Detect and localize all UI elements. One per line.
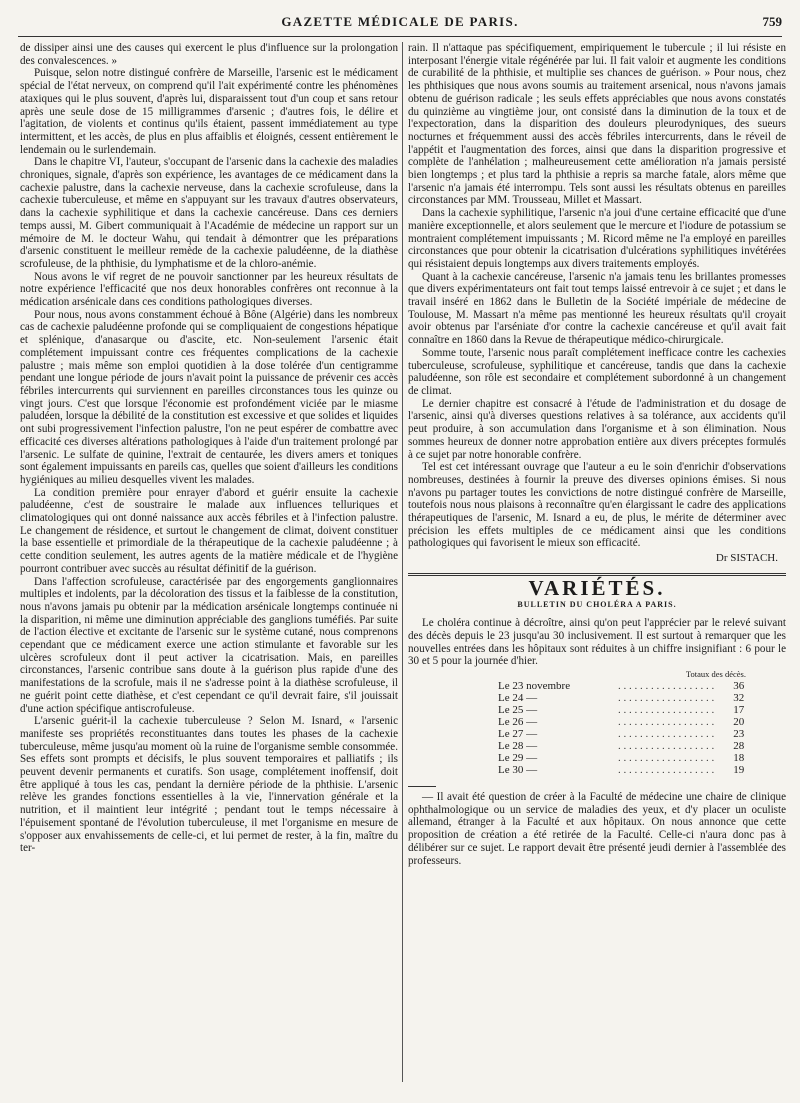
dot-leader: . . . . . . . . . . . . . . . . . . [618, 692, 715, 705]
left-paragraph: L'arsenic guérit-il la cachexie tuberculeuse ? Selon M. Isnard, « l'arsenic manifeste ses propriétés reconstituantes dans toutes les phases de la cachexie tuberculeuse, même jusqu'au moment où la ruine de l'organisme semble consommée. Ses effets sont prompts et décisifs, le plus souvent temporaires et palliatifs ; ils peuvent devenir permanents et curatifs. Son usage, complétement inoffensif, doit être appliqué à tous les cas, pendant la dernière période de la phthisie. L'arsenic relève les grandes fonctions essentielles à la vie, l'innervation générale et la nutrition, et il maintient leur intégrité ; pendant tout le temps nécessaire à l'épuisement spontané de l'évolution tuberculeuse, il met l'organisme en mesure de s'opposer aux envahissements de celle-ci, et lui permet de rester, à la fin, maître du ter- [20, 715, 398, 855]
totals-header: Totaux des décès. [685, 669, 746, 680]
deaths-row [498, 752, 744, 764]
left-paragraph: La condition première pour enrayer d'abord et guérir ensuite la cachexie paludéenne, c'est de soustraire le malade aux influences telluriques et climatologiques qui ont donné naissance aux accès fébriles et à l'infection palustre. Le changement de résidence, et surtout le changement de climat, doivent constituer la base essentielle et primordiale de la thérapeutique de la cachexie paludéenne ; à cette condition seulement, les autres agents de la matière médicale et de l'hygiène pourront contribuer avec succès au résultat définitif de la guérison. [20, 486, 398, 575]
dot-leader: . . . . . . . . . . . . . . . . . . [618, 764, 715, 777]
dot-leader: . . . . . . . . . . . . . . . . . . [618, 704, 715, 717]
dot-leader: . . . . . . . . . . . . . . . . . . [618, 740, 715, 753]
death-date: Le 24 — [498, 692, 538, 705]
death-count: 20 [733, 716, 745, 729]
death-date: Le 30 — [498, 764, 538, 777]
death-count: 23 [733, 728, 745, 741]
right-paragraph: rain. Il n'attaque pas spécifiquement, empiriquement le tubercule ; il lui résiste en interposant l'énergie vitale régénérée par lui. Il fait valoir et augmente les conditions de curabilité de la phthisie, et multiplie ses chances de guérison. » Pour nous, chez les phthisiques que nous avons soumis au traitement arsenical, nous n'avons jamais obtenu de guérison radicale ; les seuls effets appréciables que nous avons constatés du quinzième au vingtième jour, ont consisté dans la diminution de la toux et de l'expectoration, dans la disparition des douleurs pleurodyniques, des sueurs nocturnes et fréquemment aussi des accès fébriles intercurrents, dans le réveil de l'appétit et l'augmentation des forces, ainsi que dans la disparition progressive et complète de l'anhélation ; malheureusement cette amélioration n'a jamais persisté bien longtemps ; et plus tard la phthisie a repris sa marche fatale, alors même que l'arsenic n'a jamais été interrompu. Tels sont aussi les résultats obtenus en pareilles circonstances par MM. Trousseau, Millet et Massart. [408, 42, 786, 207]
right-paragraph: Quant à la cachexie cancéreuse, l'arsenic n'a jamais tenu les brillantes promesses que divers expérimentateurs ont fait tout temps laissé entrevoir à ce sujet ; et dans le travail inséré en 1862 dans le Bulletin de la Société impériale de médecine de Toulouse, M. Massart n'a même pas mentionné les heureux résultats qu'il croyait avoir obtenus par l'arséniate d'or contre la cachexie cancéreuse et qu'il avait fait connaître en 1860 dans la Revue de thérapeutique médico-chirurgicale. [408, 270, 786, 347]
right-paragraph: Dans la cachexie syphilitique, l'arsenic n'a joui d'une certaine efficacité que d'une manière exceptionnelle, et alors seulement que le mercure et l'iodure de potassium se montraient complétement impuissants ; M. Ricord même ne l'a employé en pareilles circonstances que pour obtenir la cicatrisation d'ulcérations syphilitiques invétérées qui résistaient depuis longtemps aux divers traitements employés. [408, 207, 786, 270]
dot-leader: . . . . . . . . . . . . . . . . . . [618, 752, 715, 765]
deaths-row [498, 704, 744, 716]
closing-news: — Il avait été question de créer à la Faculté de médecine une chaire de clinique ophthalmologique ou un service de maladies des yeux, et d'y placer un oculiste allemand, étranger à la Faculté et aux hôpitaux. On nous annonce que cette proposition de création a été retirée de la Faculté. Celle-ci n'aura donc pas à délibérer sur ce sujet. Le rapport devait être présenté jeudi dernier à l'assemblée des professeurs. [408, 791, 786, 867]
death-date: Le 25 — [498, 704, 538, 717]
death-count: 17 [733, 704, 745, 717]
left-column [20, 42, 398, 855]
left-paragraph: Pour nous, nous avons constamment échoué à Bône (Algérie) dans les nombreux cas de cachexie paludéenne profonde qui se compliquaient de congestions hépatique et splénique, d'anasarque ou d'ascite, etc. Non-seulement l'arsenic était complétement impuissant contre ces fréquentes complications de la cachexie palustre ; mais même son emploi quotidien à la dose tolérée d'un centigramme pendant une longue période de jours n'avait point la puissance de prévenir ces accès fébriles intercurrents qui surviennent en pareilles circonstances tous les quinze ou vingt jours. C'est que lorsque l'économie est profondément viciée par le miasme paludéen, lorsque la débilité de la constitution est excessive et que solides et liquides ont subi progressivement l'infection palustre, l'on ne peut espérer de combattre avec efficacité ces diverses altérations pathologiques à l'aide d'un traitement prolongé par l'arsenic. Le sulfate de quinine, l'extrait de centaurée, les divers amers et toniques sont également impuissants en pareils cas, quelles que soient d'ailleurs les conditions hygiéniques au milieu desquelles vivent les malades. [20, 308, 398, 486]
dot-leader: . . . . . . . . . . . . . . . . . . [618, 728, 715, 741]
left-paragraph: Dans l'affection scrofuleuse, caractérisée par des engorgements ganglionnaires multiples et indolents, par la décoloration des tissus et la faiblesse de la constitution, nous n'avons jamais pu obtenir par la médication arsénicale longtemps continuée ni la disparition, ni même une diminution appréciable des ganglions tuméfiés. Par suite de l'action élective et excitante de l'arsenic sur le système cutané, nous comprenons cependant que ce médicament exerce une action stimulante et favorable sur les ulcères scrofuleux dont il peut activer la cicatrisation. Mais, en pareilles circonstances, l'arsenic contribue sans doute à la guérison plus rapide d'une des manifestations de la scrofule, mais il ne s'adresse point à la diathèse scrofuleuse, il ne guérit point cette diathèse, et c'est cependant ce qu'il devrait faire, s'il jouissait d'une action spécifique antiscrofuleuse. [20, 575, 398, 715]
deaths-row [498, 680, 744, 692]
section-title: VARIÉTÉS. [528, 575, 666, 600]
deaths-table [498, 680, 744, 776]
short-divider [408, 786, 436, 787]
death-count: 36 [733, 680, 745, 693]
death-date: Le 26 — [498, 716, 538, 729]
right-paragraph: Somme toute, l'arsenic nous paraît complétement inefficace contre les cachexies tuberculeuse, scrofuleuse, syphilitique et cancéreuse, tandis que dans la cachexie paludéenne, son rôle est secondaire et complétement subordonné à un changement de climat. [408, 346, 786, 397]
bulletin-intro: Le choléra continue à décroître, ainsi qu'on peut l'apprécier par le relevé suivant des décès depuis le 23 jusqu'au 30 inclusivement. Il est surtout à remarquer que les nouvelles entrées dans les hôpitaux sont réduites à un chiffre insignifiant : 6 pour le 30 et 5 pour la journée d'hier. [408, 617, 786, 668]
death-count: 18 [733, 752, 745, 765]
right-column [408, 42, 786, 867]
deaths-row [498, 728, 744, 740]
bulletin-title: BULLETIN DU CHOLÉRA A PARIS. [517, 599, 677, 609]
dot-leader: . . . . . . . . . . . . . . . . . . [618, 680, 715, 693]
deaths-row [498, 716, 744, 728]
deaths-row [498, 692, 744, 704]
deaths-row [498, 764, 744, 776]
death-count: 19 [733, 764, 745, 777]
left-paragraph: de dissiper ainsi une des causes qui exercent le plus d'influence sur la prolongation des convalescences. » [20, 42, 398, 67]
death-date: Le 23 novembre [498, 680, 571, 693]
left-paragraph: Dans le chapitre VI, l'auteur, s'occupant de l'arsenic dans la cachexie des maladies chroniques, signale, d'après son expérience, les avantages de ce médicament dans la cachexie palustre, dans la cachexie nerveuse, dans la cachexie scrofuleuse, dans la cachexie tuberculeuse, et même en s'appuyant sur les travaux d'autres observateurs, dans la cachexie syphilitique et dans la cachexie cancéreuse. Dans ces derniers temps aussi, M. Gibert communiquait à l'Académie de médecine un rapport sur un mémoire de M. le docteur Wahu, qui tendait à démontrer que les préparations d'arsenic constituent le meilleur remède de la cachexie paludéenne, de la diathèse scrofuleuse, de la phthisie, du lymphatisme et de la chloro-anémie. [20, 156, 398, 270]
deaths-row [498, 740, 744, 752]
author-signature: Dr SISTACH. [715, 552, 778, 565]
left-paragraph: Nous avons le vif regret de ne pouvoir sanctionner par les heureux résultats de notre expérience l'efficacité que nos deux honorables confrères ont reconnue à la médication arsénicale dans ces conditions pathologiques diverses. [20, 270, 398, 309]
right-paragraph: Le dernier chapitre est consacré à l'étude de l'administration et du dosage de l'arsenic, ainsi qu'à diverses questions relatives à sa tolérance, aux accidents qu'il peut produire, à son accumulation dans l'organisme et à son élimination. Nous sommes heureux de donner notre approbation entière aux divers préceptes formulés à ce sujet par notre honorable confrère. [408, 397, 786, 461]
death-date: Le 29 — [498, 752, 538, 765]
death-count: 32 [733, 692, 745, 705]
death-count: 28 [733, 740, 745, 753]
death-date: Le 27 — [498, 728, 538, 741]
right-paragraph: Tel est cet intéressant ouvrage que l'auteur a eu le soin d'enrichir d'observations nombreuses, destinées à fournir la preuve des diverses opinions émises. Si nous n'avons pu partager toutes les convictions de notre distingué confrère de Marseille, toutefois nous nous plaisons à reconnaître qu'en élargissant le cadre des applications thérapeutiques de l'arsenic, M. Isnard a eu, de plus, le mérite de déterminer avec précision les effets multiples de ce médicament ainsi que les conditions pathologiques qui favorisent le mieux son efficacité. [408, 461, 786, 550]
page-header [18, 14, 782, 36]
page-number: 759 [762, 14, 782, 29]
column-separator [402, 42, 403, 1082]
right-column-text [408, 42, 786, 550]
journal-title: GAZETTE MÉDICALE DE PARIS. [281, 14, 519, 29]
death-date: Le 28 — [498, 740, 538, 753]
left-paragraph: Puisque, selon notre distingué confrère de Marseille, l'arsenic est le médicament spécial de l'état nerveux, on comprend qu'il l'ait expérimenté contre les phénomènes ataxiques qui le plus souvent, d'après lui, disparaissent tout d'un coup et sans retour après une seule dose de 15 milligrammes d'arsenic ; d'autres fois, le délire et l'agitation, de violents et continus qu'ils étaient, passent immédiatement au type intermittent, et les accès, de plus en plus affaiblis et éloignés, cessent entièrement le lendemain ou le surlendemain. [20, 67, 398, 156]
header-rule [18, 36, 782, 37]
dot-leader: . . . . . . . . . . . . . . . . . . [618, 716, 715, 729]
